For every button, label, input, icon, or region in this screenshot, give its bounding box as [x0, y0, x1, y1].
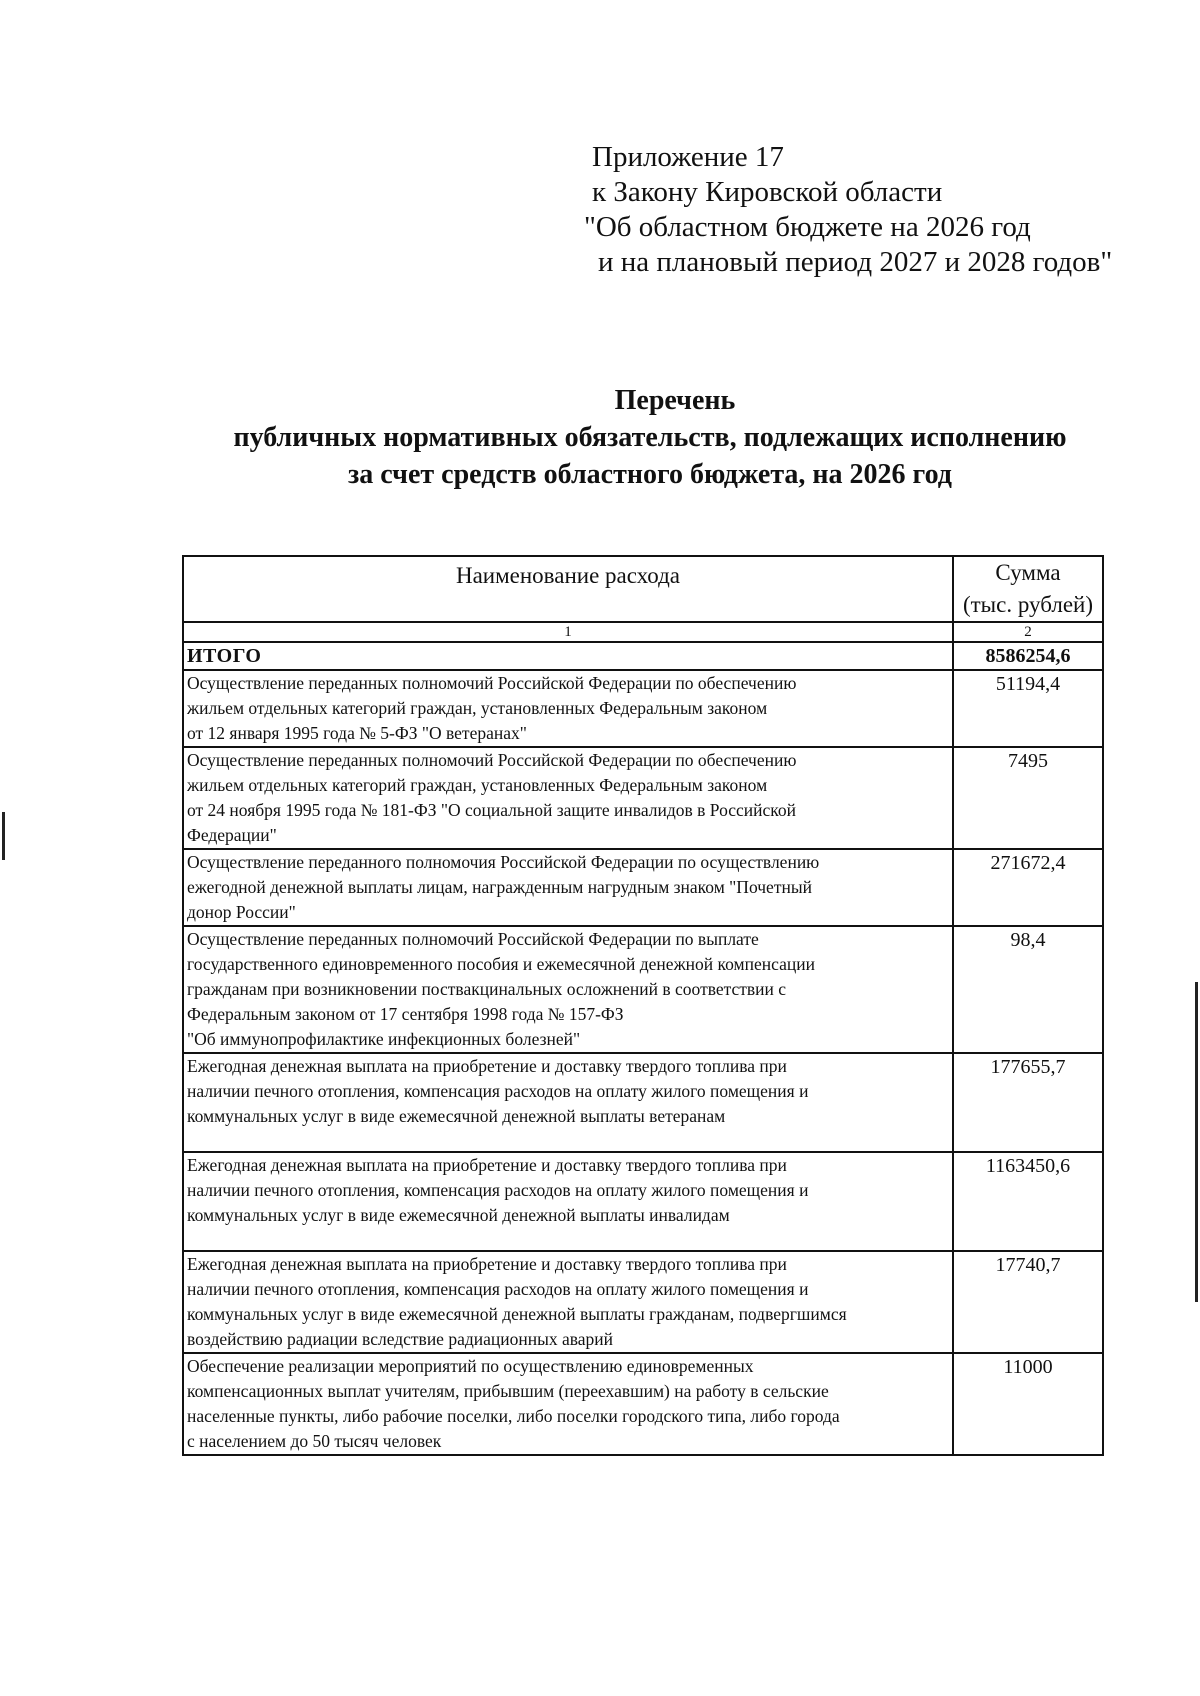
expense-sum-cell: 17740,7 [953, 1251, 1103, 1353]
expense-name-cell [183, 926, 953, 1053]
expense-name-line: Федеральным законом от 17 сентября 1998 года № 157-ФЗ [187, 1004, 624, 1024]
header-sum-line-2: (тыс. рублей) [962, 592, 1094, 617]
total-sum: 8586254,6 [953, 642, 1103, 670]
expense-name-line: жильем отдельных категорий граждан, установленных Федеральным законом [187, 698, 768, 718]
expense-name-line: жильем отдельных категорий граждан, установленных Федеральным законом [187, 775, 768, 795]
expense-name-cell [183, 849, 953, 926]
expense-sum-cell: 1163450,6 [953, 1152, 1103, 1251]
expense-name-line: гражданам при возникновении поствакцинальных осложнений в соответствии с [187, 979, 787, 999]
header-sum-line-1: Сумма [995, 560, 1061, 585]
expense-sum-cell: 98,4 [953, 926, 1103, 1053]
expense-name-cell [183, 670, 953, 747]
expense-name-line: от 12 января 1995 года № 5-ФЗ "О ветеранах" [187, 723, 527, 743]
expense-name-line: Ежегодная денежная выплата на приобретение и доставку твердого топлива при [187, 1155, 787, 1175]
expense-name-cell [183, 1353, 953, 1455]
document-title [140, 382, 1160, 493]
expense-sum-cell: 7495 [953, 747, 1103, 849]
expense-name-line: государственного единовременного пособия и ежемесячной денежной компенсации [187, 954, 815, 974]
obligations-table [182, 555, 1104, 1456]
annex-line-2: к Закону Кировской области [592, 176, 943, 208]
expense-name-line: "Об иммунопрофилактике инфекционных болезней" [187, 1029, 581, 1049]
expense-name-line: Осуществление переданных полномочий Российской Федерации по выплате [187, 929, 759, 949]
expense-name-line: от 24 ноября 1995 года № 181-ФЗ "О социальной защите инвалидов в Российской [187, 800, 797, 820]
expense-name-line: Осуществление переданного полномочия Российской Федерации по осуществлению [187, 852, 820, 872]
table-row [183, 1251, 1103, 1353]
expense-sum-cell: 51194,4 [953, 670, 1103, 747]
expense-name-line: Осуществление переданных полномочий Российской Федерации по обеспечению [187, 673, 797, 693]
expense-sum-cell: 271672,4 [953, 849, 1103, 926]
expense-name-cell [183, 1152, 953, 1251]
annex-line-4: и на плановый период 2027 и 2028 годов" [598, 246, 1113, 278]
title-line-3: за счет средств областного бюджета, на 2026 год [348, 459, 952, 490]
column-number-1: 1 [183, 622, 953, 642]
expense-name-line: компенсационных выплат учителям, прибывшим (переехавшим) на работу в сельские [187, 1381, 829, 1401]
scan-margin-mark-right [1195, 982, 1198, 1302]
expense-name-line: Ежегодная денежная выплата на приобретение и доставку твердого топлива при [187, 1254, 787, 1274]
expense-sum-cell: 177655,7 [953, 1053, 1103, 1152]
expense-name-cell [183, 1251, 953, 1353]
expense-name-line: с населением до 50 тысяч человек [187, 1431, 442, 1451]
annex-heading [582, 140, 1142, 280]
column-number-2: 2 [953, 622, 1103, 642]
expense-name-line: ежегодной денежной выплаты лицам, награжденным нагрудным знаком "Почетный [187, 877, 812, 897]
expense-name-line: Осуществление переданных полномочий Российской Федерации по обеспечению [187, 750, 797, 770]
header-name-cell: Наименование расхода [183, 556, 953, 622]
annex-line-1: Приложение 17 [592, 141, 784, 173]
expense-name-line: наличии печного отопления, компенсация расходов на оплату жилого помещения и [187, 1279, 809, 1299]
expense-name-line: Ежегодная денежная выплата на приобретение и доставку твердого топлива при [187, 1056, 787, 1076]
expense-name-cell [183, 1053, 953, 1152]
table-row [183, 1353, 1103, 1455]
expense-name-line: коммунальных услуг в виде ежемесячной денежной выплаты гражданам, подвергшимся [187, 1304, 847, 1324]
table-header-row [183, 556, 1103, 622]
expense-name-line: Федерации" [187, 825, 277, 845]
expense-name-line: наличии печного отопления, компенсация расходов на оплату жилого помещения и [187, 1180, 809, 1200]
column-number-row [183, 622, 1103, 642]
expense-name-line: коммунальных услуг в виде ежемесячной денежной выплаты инвалидам [187, 1205, 730, 1225]
expense-name-line: коммунальных услуг в виде ежемесячной денежной выплаты ветеранам [187, 1106, 726, 1126]
annex-line-3: "Об областном бюджете на 2026 год [584, 211, 1031, 243]
expense-name-line: наличии печного отопления, компенсация расходов на оплату жилого помещения и [187, 1081, 809, 1101]
scan-margin-mark-left [2, 812, 5, 860]
table-row [183, 1053, 1103, 1152]
expense-name-cell [183, 747, 953, 849]
table-row [183, 670, 1103, 747]
title-line-2: публичных нормативных обязательств, подлежащих исполнению [233, 422, 1067, 453]
header-sum-cell [953, 556, 1103, 622]
expense-name-line: Обеспечение реализации мероприятий по осуществлению единовременных [187, 1356, 754, 1376]
table-row [183, 1152, 1103, 1251]
expense-sum-cell: 11000 [953, 1353, 1103, 1455]
expense-name-line: населенные пункты, либо рабочие поселки, либо поселки городского типа, либо города [187, 1406, 840, 1426]
total-row [183, 642, 1103, 670]
title-line-1: Перечень [614, 385, 736, 416]
expense-name-line: донор России" [187, 902, 296, 922]
expense-name-line: воздействию радиации вследствие радиационных аварий [187, 1329, 614, 1349]
table-row [183, 747, 1103, 849]
total-label: ИТОГО [183, 642, 953, 670]
table-row [183, 926, 1103, 1053]
table-row [183, 849, 1103, 926]
